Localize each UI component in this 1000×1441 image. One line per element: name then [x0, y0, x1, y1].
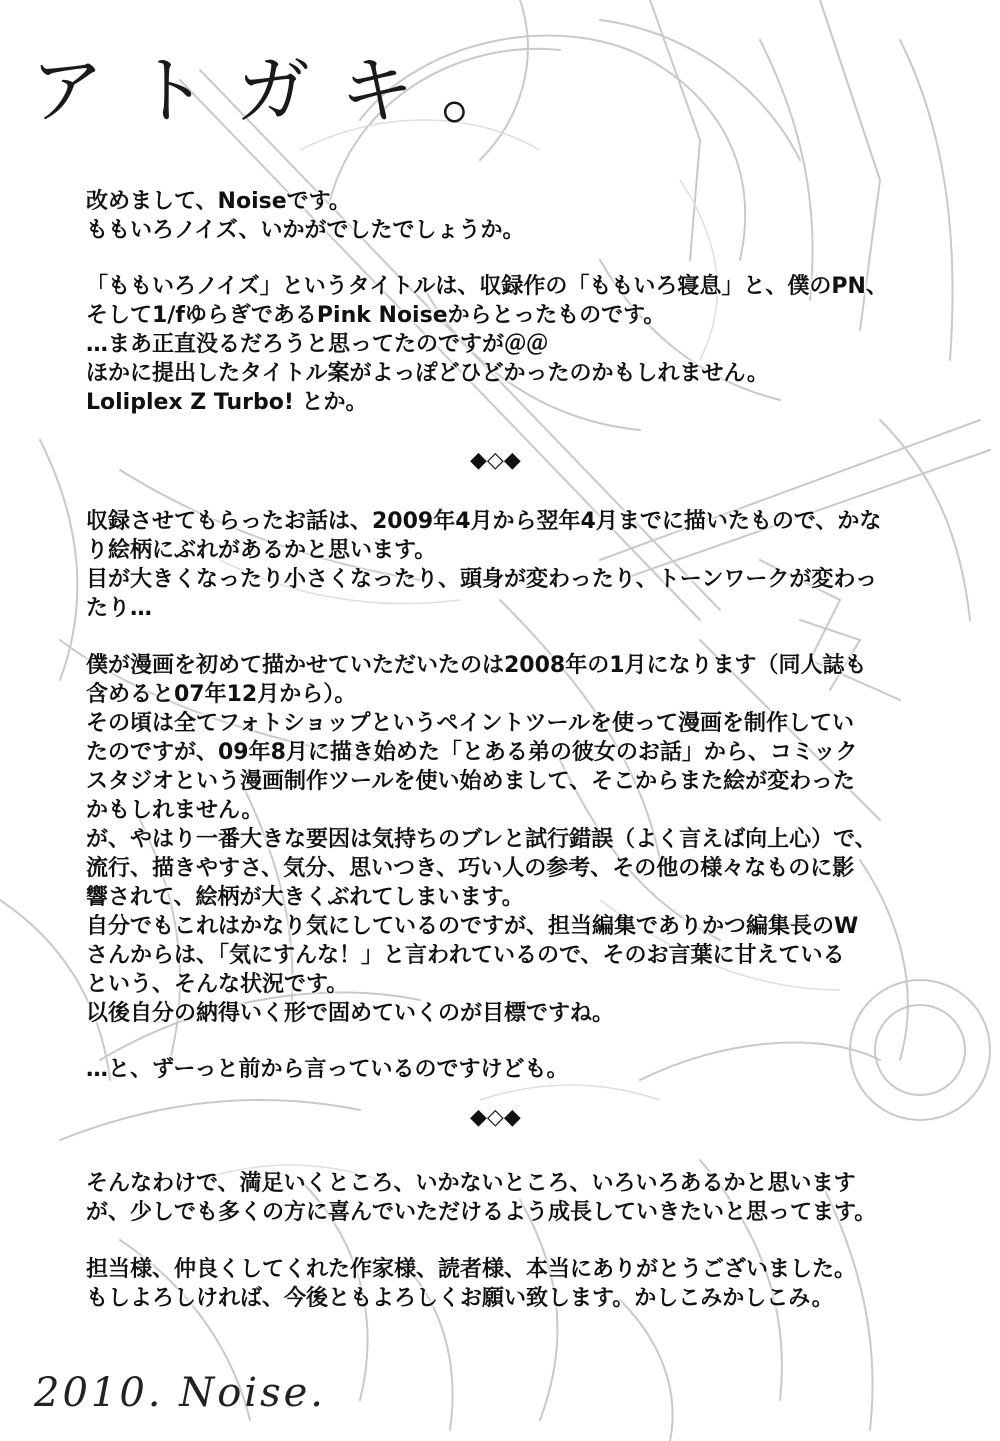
text-line: り絵柄にぶれがあるかと思います。: [86, 538, 437, 563]
section-separator: ◆◇◆: [470, 448, 521, 473]
text-line: 目が大きくなったり小さくなったり、頭身が変わったり、トーンワークが変わっ: [86, 567, 878, 592]
text-line: 以後自分の納得いく形で固めていくのが目標ですね。: [86, 1001, 615, 1026]
text-line: その頃は全てフォトショップというペイントツールを使って漫画を制作してい: [86, 711, 855, 736]
text-line: が、やはり一番大きな要因は気持ちのブレと試行錯誤（よく言えば向上心）で、: [86, 827, 877, 852]
signature: 2010. Noise.: [34, 1370, 327, 1416]
text-line: 響されて、絵柄が大きくぶれてしまいます。: [86, 885, 524, 910]
text-line: さんからは、「気にすんな！」と言われているので、そのお言葉に甘えている: [86, 943, 845, 968]
text-line: …と、ずーっと前から言っているのですけども。: [86, 1057, 569, 1082]
text-line: そんなわけで、満足いくところ、いかないところ、いろいろあるかと思います: [86, 1171, 856, 1196]
text-line: 自分でもこれはかなり気にしているのですが、担当編集でありかつ編集長のW: [86, 914, 859, 939]
text-line: …まあ正直没るだろうと思ってたのですが＠＠: [86, 332, 549, 357]
text-line: たり…: [86, 596, 153, 621]
text-line: かもしれません。: [86, 798, 264, 823]
text-line: そして1/fゆらぎであるPink Noiseからとったものです。: [86, 303, 666, 328]
text-line: たのですが、09年8月に描き始めた「とある弟の彼女のお話」から、コミック: [86, 740, 858, 765]
text-line: という、そんな状況です。: [86, 972, 349, 997]
text-line: 僕が漫画を初めて描かせていただいたのは2008年の1月になります（同人誌も: [86, 653, 867, 678]
text-line: 流行、描きやすさ、気分、思いつき、巧い人の参考、その他の様々なものに影: [86, 856, 855, 881]
text-line: 「ももいろノイズ」というタイトルは、収録作の「ももいろ寝息」と、僕のPN、: [86, 274, 888, 299]
text-line: もしよろしければ、今後ともよろしくお願い致します。かしこみかしこみ。: [86, 1286, 834, 1311]
text-line: 収録させてもらったお話は、2009年4月から翌年4月までに描いたもので、かな: [86, 509, 882, 534]
text-line: 含めると07年12月から）。: [86, 682, 357, 707]
text-line: ほかに提出したタイトル案がよっぽどひどかったのかもしれません。: [86, 361, 769, 386]
section-separator: ◆◇◆: [470, 1105, 521, 1130]
text-line: が、少しでも多くの方に喜んでいただけるよう成長していきたいと思ってます。: [86, 1200, 877, 1225]
text-line: 担当様、仲良くしてくれた作家様、読者様、本当にありがとうございました。: [86, 1257, 857, 1282]
text-line: Loliplex Z Turbo! とか。: [86, 390, 368, 415]
text-line: スタジオという漫画制作ツールを使い始めまして、そこからまた絵が変わった: [86, 769, 855, 794]
text-line: 改めまして、Noiseです。: [86, 189, 351, 214]
page-title: アトガキ。: [30, 48, 545, 134]
text-line: ももいろノイズ、いかがでしたでしょうか。: [86, 218, 525, 243]
